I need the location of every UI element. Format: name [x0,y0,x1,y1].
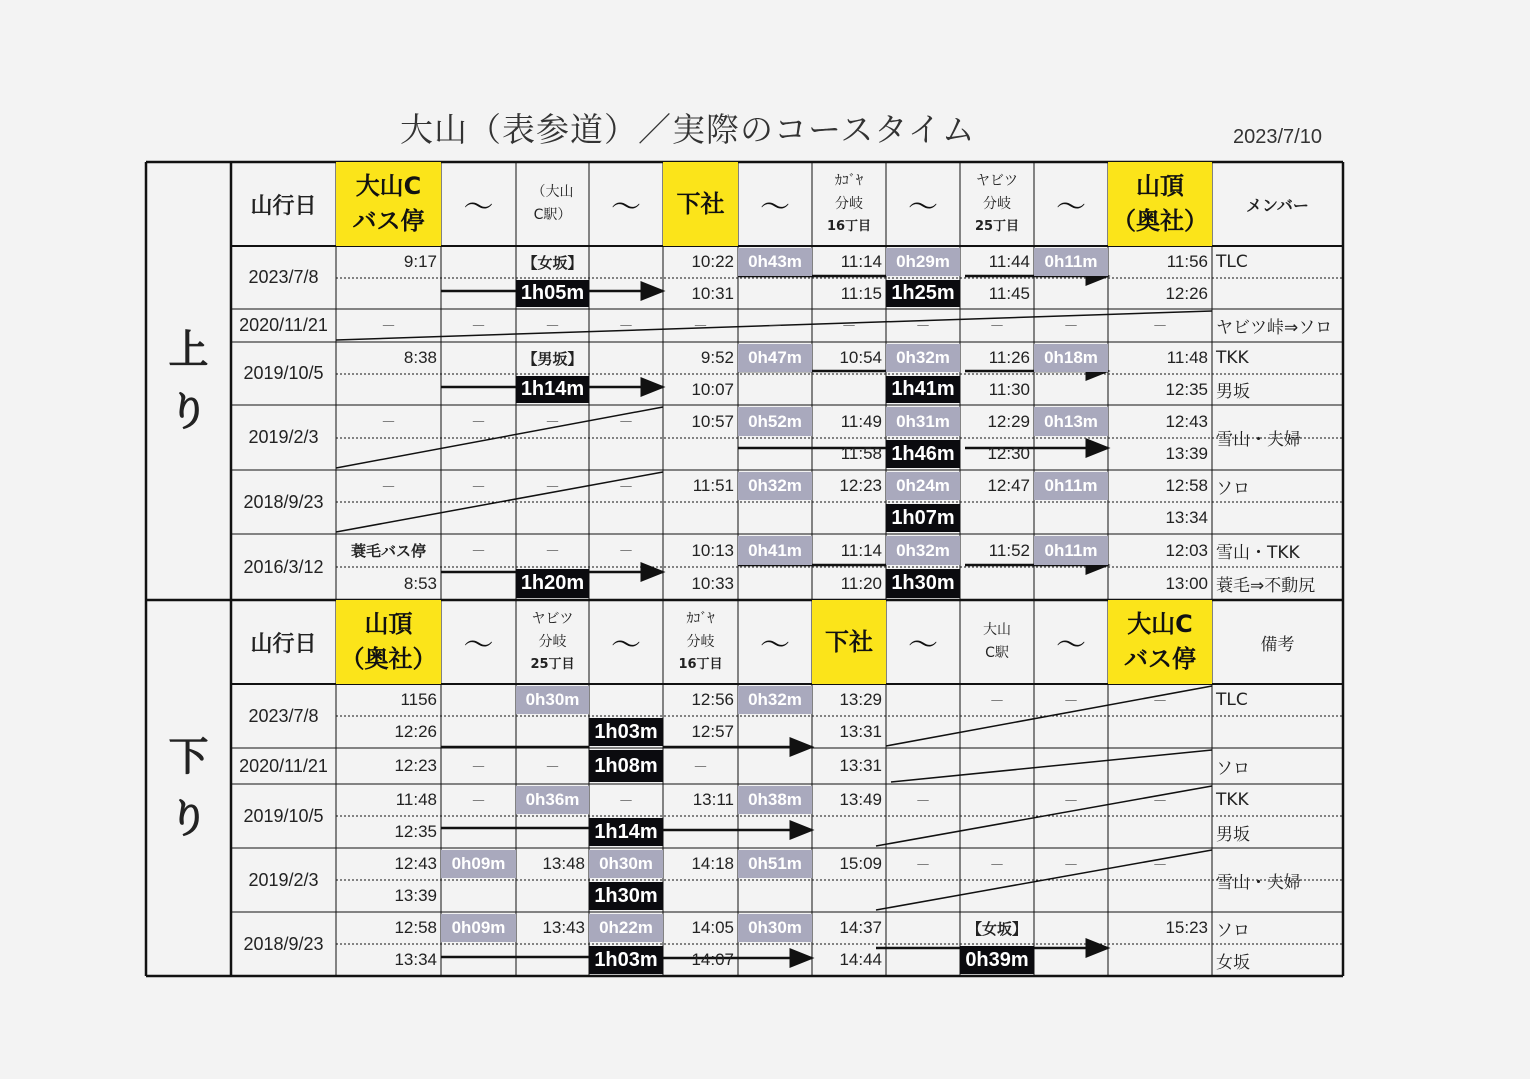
header-end-bus-stop-line: 大山C [1127,610,1193,639]
header-end-bus-stop [1108,600,1212,684]
no-record-mark: － [1152,692,1168,710]
kagoya-arrive: 14:18 [691,854,734,873]
leg-duration: 0h47m [738,344,812,372]
yabitsu-arrive: 11:44 [988,252,1030,271]
no-record-mark: － [618,478,634,496]
leg-duration: 0h32m [738,686,812,714]
route-note: 【女坂】 [522,253,583,272]
header-kagoya-line: 分岐 [835,196,863,213]
summit-depart: 12:35 [394,822,437,841]
kagoya-arrive: 14:05 [691,918,734,937]
shimosha-arrive: 13:31 [839,756,882,775]
start-time: 8:53 [403,573,437,593]
kagoya-depart: 14:07 [691,950,734,969]
summit-depart: 12:58 [394,918,437,937]
header-kagoya-line: 16丁目 [826,219,872,235]
leg-duration: 0h32m [886,536,960,565]
shimosha-arrive: 9:52 [700,348,734,367]
row-date: 2018/9/23 [243,491,324,512]
remarks: 雪山・夫婦 [1216,872,1301,893]
member: 雪山・TKK [1216,543,1300,563]
yabitsu-arrive: 12:47 [987,476,1030,495]
page-title: 大山（表参道）／実際のコースタイム [400,110,976,149]
header-oyama-station-line: C駅 [985,645,1009,661]
header-oyama-station-line: C駅） [533,207,572,223]
no-record-mark: － [470,414,486,431]
side-label-down [146,600,231,976]
route-note: 【女坂】 [966,919,1027,938]
segment-duration: 1h14m [589,818,663,846]
summit-depart: 12:26 [394,722,437,741]
no-record-mark: － [380,318,396,335]
header-member: メンバー [1246,195,1309,215]
shimosha-arrive: 10:57 [691,411,734,431]
leg-duration: 0h51m [738,850,812,878]
leg-duration: 0h43m [738,248,812,276]
summit-arrive: 11:56 [1166,252,1208,271]
leg-duration: 0h13m [1034,407,1108,436]
header-kagoya [663,600,738,684]
segment-duration: 0h39m [960,946,1034,974]
header-wave: ～ [908,191,938,224]
yabitsu-depart: 11:45 [988,283,1030,303]
yabitsu-depart: 11:30 [988,379,1030,399]
leg-duration: 0h52m [738,407,812,436]
segment-duration: 1h30m [886,569,960,598]
header-yabitsu [516,600,589,684]
header-summit [1108,162,1212,246]
no-record-mark: － [470,758,486,776]
member: ソロ [1216,478,1250,499]
summit-depart: 13:39 [394,886,437,905]
remarks: TLC [1216,690,1248,710]
segment-duration: 1h05m [516,280,589,307]
side-label-up-line: 上 [168,327,209,373]
header-kagoya-line: ｶｺﾞﾔ [835,173,863,190]
leg-duration: 0h30m [738,914,812,942]
member: 男坂 [1216,382,1250,402]
summit-arrive: 11:48 [1166,348,1208,367]
yabitsu-arrive: 11:26 [988,348,1030,367]
remarks: ソロ [1216,758,1250,779]
header-day: 山行日 [250,631,317,657]
header-oyama-station-line: （大山 [531,183,574,200]
no-record-mark: － [380,414,396,431]
remarks: TKK [1216,790,1249,810]
header-start-bus-stop-line: バス停 [352,207,425,235]
route-note: 【男坂】 [522,349,583,368]
no-record-mark: － [767,318,783,335]
header-summit-line: （奥社） [1112,207,1208,235]
summit-depart: 13:39 [1165,444,1208,463]
shimosha-depart: 13:31 [839,722,882,741]
header-start-bus-stop-line: 大山C [355,172,422,201]
no-record-mark: － [618,414,634,431]
no-record-mark: － [470,792,486,810]
no-record-mark: － [1152,856,1168,874]
shimosha-arrive: 14:37 [839,918,882,937]
remarks: 女坂 [1216,952,1250,973]
leg-duration: 0h22m [589,914,663,942]
kagoya-depart: 11:20 [840,573,882,593]
leg-duration: 0h09m [441,914,516,942]
side-label-up [146,162,231,600]
shimosha-depart: 10:07 [691,379,734,399]
header-wave: ～ [611,191,641,224]
segment-duration: 1h03m [589,718,663,746]
header-wave: ～ [1056,191,1086,224]
no-record-mark: － [544,414,560,431]
member: ヤビツ峠⇒ソロ [1216,318,1333,338]
header-yabitsu-line: 25丁目 [530,657,575,673]
shimosha-depart: 10:33 [691,573,734,593]
no-record-mark: － [989,692,1005,710]
header-summit [336,600,441,684]
summit-depart: 12:23 [394,756,437,775]
header-yabitsu-line: 分岐 [983,196,1011,213]
shimosha-arrive: 11:51 [692,476,734,495]
segment-duration: 1h25m [886,280,960,307]
summit-arrive: 12:43 [1165,411,1208,431]
start-label: 蓑毛バス停 [350,542,426,560]
kagoya-arrive: 11:14 [840,540,882,560]
no-record-mark: － [544,318,560,335]
no-record-mark: － [692,758,708,776]
leg-duration: 0h24m [886,472,960,500]
kagoya-arrive: 12:56 [691,690,734,709]
side-label-down-line: 下 [168,734,209,780]
leg-duration: 0h11m [1034,248,1108,276]
no-record-mark: － [915,318,931,335]
header-summit-line: 山頂 [364,610,413,639]
row-date: 2019/2/3 [248,869,319,890]
header-wave: ～ [463,191,494,224]
row-date: 2018/9/23 [243,933,324,954]
kagoya-arrive: 11:49 [840,411,882,431]
segment-duration: 1h41m [886,376,960,403]
no-record-mark: － [915,856,931,874]
end-arrive: 15:23 [1165,918,1208,937]
shimosha-arrive: 13:49 [839,790,882,809]
no-record-mark: － [618,318,634,335]
no-record-mark: － [989,318,1005,335]
no-record-mark: － [692,318,708,335]
yabitsu-depart: 12:30 [987,444,1030,463]
segment-duration: 1h07m [886,504,960,532]
no-record-mark: － [544,478,560,496]
no-record-mark: － [1063,856,1079,874]
member: 蓑毛⇒不動尻 [1216,576,1316,596]
remarks: ソロ [1216,920,1250,941]
summit-depart: 13:34 [394,950,437,969]
no-record-mark: － [1152,318,1168,335]
header-kagoya-line: 分岐 [686,634,715,651]
segment-duration: 1h03m [589,946,663,974]
header-wave: ～ [1056,629,1086,662]
leg-duration: 0h32m [886,344,960,372]
kagoya-arrive: 10:54 [839,348,882,367]
yabitsu-arrive: 13:43 [542,918,585,937]
segment-duration: 1h30m [589,882,663,910]
no-record-mark: － [470,478,486,496]
no-record-mark: － [989,856,1005,874]
header-oyama-station [960,600,1034,684]
summit-arrive: 12:58 [1165,476,1208,495]
summit-depart: 11:48 [395,790,437,809]
no-record-mark: － [1152,792,1168,810]
header-day: 山行日 [250,193,317,219]
header-shimosha: 下社 [812,600,886,684]
yabitsu-arrive: 12:29 [987,411,1030,431]
row-date: 2020/11/21 [239,315,328,335]
no-record-mark: － [380,478,396,496]
header-remarks: 備考 [1260,634,1295,654]
leg-duration: 0h29m [886,248,960,276]
header-wave: ～ [908,629,938,662]
header-summit-line: （奥社） [340,645,437,673]
leg-duration: 0h09m [441,850,516,878]
side-label-up-line: り [168,389,209,435]
shimosha-depart: 10:31 [691,283,734,303]
row-date: 2023/7/8 [248,705,319,726]
header-shimosha: 下社 [663,162,738,246]
no-record-mark: － [544,543,560,560]
row-date: 2020/11/21 [239,755,328,776]
summit-depart: 13:00 [1165,573,1208,593]
summit-depart: 12:43 [394,854,437,873]
no-record-mark: － [470,543,486,560]
shimosha-arrive: 10:22 [691,252,734,271]
leg-duration: 0h32m [738,472,812,500]
row-date: 2019/2/3 [248,427,319,447]
row-date: 2019/10/5 [243,805,324,826]
shimosha-arrive: 13:29 [839,690,882,709]
row-date: 2019/10/5 [243,363,324,383]
no-record-mark: － [618,792,634,810]
header-wave: ～ [760,629,790,662]
header-kagoya [812,162,886,246]
kagoya-arrive: 12:23 [839,476,882,495]
summit-arrive: 12:03 [1165,540,1208,560]
header-yabitsu-line: 分岐 [538,634,567,651]
summit-depart: 12:35 [1165,379,1208,399]
remarks: 男坂 [1216,824,1250,845]
kagoya-depart: 11:15 [840,283,882,303]
header-start-bus-stop [336,162,441,246]
leg-duration: 0h41m [738,536,812,565]
start-time: 9:17 [403,252,437,271]
kagoya-arrive: 11:14 [840,252,882,271]
segment-duration: 1h20m [516,569,589,598]
start-time: 8:38 [403,348,437,367]
leg-duration: 0h30m [589,850,663,878]
header-yabitsu-line: ヤビツ [531,611,574,628]
header-wave: ～ [463,629,494,662]
leg-duration: 0h11m [1034,536,1108,565]
member: 雪山・夫婦 [1216,430,1301,450]
header-kagoya-line: ｶｺﾞﾔ [686,611,715,628]
header-yabitsu-line: ヤビツ [976,173,1018,190]
no-record-mark: － [470,318,486,335]
segment-duration: 1h46m [886,440,960,468]
no-record-mark: － [1063,792,1079,810]
yabitsu-arrive: 11:52 [988,540,1030,560]
no-record-mark: － [618,543,634,560]
header-wave: ～ [611,629,641,662]
kagoya-depart: 12:57 [691,722,734,741]
leg-duration: 0h31m [886,407,960,436]
header-oyama-station [516,162,589,246]
kagoya-arrive: 13:11 [692,790,734,809]
no-record-mark: － [1063,692,1079,710]
member: TLC [1216,252,1248,272]
header-yabitsu [960,162,1034,246]
document-date: 2023/7/10 [1233,126,1322,148]
no-record-mark: － [841,318,857,335]
header-yabitsu-line: 25丁目 [974,219,1020,235]
shimosha-arrive: 10:13 [691,540,734,560]
leg-duration: 0h38m [738,786,812,814]
kagoya-depart: 11:58 [840,444,882,463]
leg-duration: 0h30m [516,686,589,714]
no-record-mark: － [544,758,560,776]
header-summit-line: 山頂 [1136,172,1184,201]
header-end-bus-stop-line: バス停 [1124,645,1196,673]
leg-duration: 0h11m [1034,472,1108,500]
shimosha-arrive: 15:09 [839,854,882,873]
segment-duration: 1h14m [516,376,589,403]
row-date: 2023/7/8 [248,267,319,287]
yabitsu-arrive: 13:48 [542,854,585,873]
leg-duration: 0h36m [516,786,589,814]
no-record-mark: － [915,792,931,810]
no-record-mark: － [1063,318,1079,335]
header-kagoya-line: 16丁目 [678,657,723,673]
summit-depart: 12:26 [1165,283,1208,303]
segment-duration: 1h08m [589,750,663,782]
summit-depart: 1156 [400,690,437,709]
row-date: 2016/3/12 [243,556,324,577]
shimosha-depart: 14:44 [839,950,882,969]
side-label-down-line: り [168,796,209,842]
leg-duration: 0h18m [1034,344,1108,372]
summit-depart: 13:34 [1165,508,1208,527]
header-oyama-station-line: 大山 [983,621,1011,638]
member: TKK [1216,348,1249,368]
header-wave: ～ [760,191,790,224]
